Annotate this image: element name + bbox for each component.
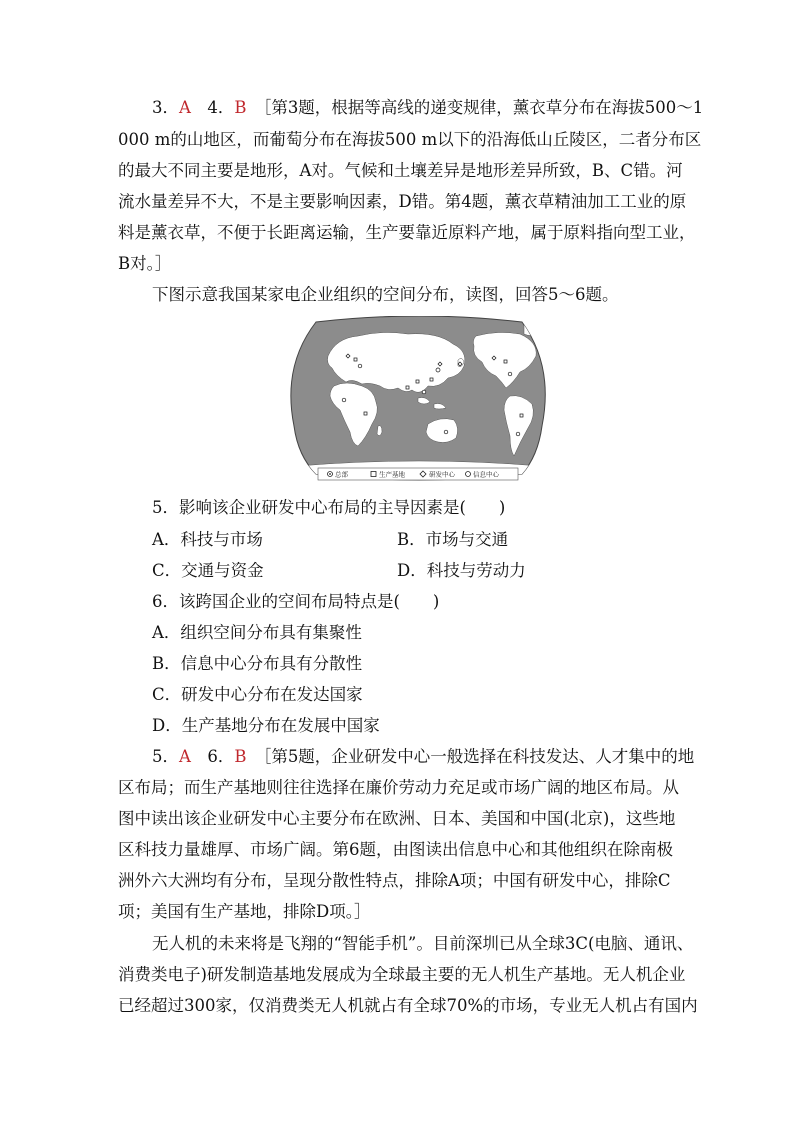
question-5-option-d: D．科技与劳动力 — [397, 561, 526, 580]
info-center-marker — [358, 364, 362, 368]
answer-number: 4． — [207, 98, 235, 117]
answer-number: 6． — [207, 747, 235, 766]
production-base-marker — [520, 414, 523, 417]
production-base-marker — [430, 378, 433, 381]
question-6-option-d: D．生产基地分布在发展中国家 — [152, 716, 380, 735]
answer-number: 5． — [152, 747, 179, 766]
info-center-marker — [508, 372, 512, 376]
info-center-legend-icon — [466, 472, 471, 477]
legend-label-production-base: 生产基地 — [379, 470, 405, 479]
world-map-figure — [288, 316, 550, 484]
question-5-stem: 5．影响该企业研发中心布局的主导因素是( ) — [152, 498, 506, 517]
answer-letter: B — [234, 98, 247, 117]
answer-3-4-line-6: B对。］ — [118, 254, 172, 273]
answer-3-4-line-2: 000 m的山地区，而葡萄分布在海拔500 m以下的沿海低山丘陵区，二者分布区 — [118, 130, 702, 149]
question-5-option-a: A．科技与市场 — [152, 530, 263, 549]
passage-line-3: 已经超过300家，仅消费类无人机就占有全球70%的市场，专业无人机占有国内 — [118, 996, 698, 1015]
explanation-text: ［第3题，根据等高线的递变规律，薰衣草分布在海拔500～1 — [263, 98, 704, 117]
explanation-text: ［第5题，企业研发中心一般选择在科技发达、人才集中的地 — [263, 747, 695, 766]
production-base-marker — [354, 358, 357, 361]
production-base-marker — [364, 412, 367, 415]
answer-letter: A — [179, 98, 191, 117]
production-base-marker — [406, 386, 409, 389]
info-center-marker — [422, 390, 426, 394]
answer-5-6-line-2: 区布局；而生产基地则往往选择在廉价劳动力充足或市场广阔的地区布局。从 — [118, 778, 679, 797]
answer-3-4-line-4: 流水量差异不大，不是主要影响因素，D错。第4题，薰衣草精油加工工业的原 — [118, 192, 687, 211]
question-6-option-c: C．研发中心分布在发达国家 — [152, 685, 363, 704]
production-base-marker — [504, 360, 507, 363]
answer-5-6-line-4: 区科技力量雄厚、市场广阔。第6题，由图读出信息中心和其他组织在除南极 — [118, 840, 673, 859]
passage-line-1: 无人机的未来将是飞翔的“智能手机”。目前深圳已从全球3C(电脑、通讯、 — [152, 934, 694, 953]
info-center-marker — [444, 430, 448, 434]
info-center-marker — [516, 432, 520, 436]
passage-line-2: 消费类电子)研发制造基地发展成为全球最主要的无人机生产基地。无人机企业 — [118, 965, 686, 984]
question-6-stem: 6．该跨国企业的空间布局特点是( ) — [152, 592, 440, 611]
answer-3-4-line-1 — [152, 98, 703, 118]
info-center-marker — [342, 398, 346, 402]
answer-3-4-line-5: 料是薰衣草，不便于长距离运输，生产要靠近原料产地，属于原料指向型工业， — [118, 223, 696, 242]
legend-label-headquarters: 总部 — [335, 470, 348, 479]
world-map — [288, 316, 550, 484]
answer-5-6-line-1 — [152, 747, 694, 767]
answer-5-6-line-6: 项；美国有生产基地，排除D项。］ — [118, 902, 371, 921]
production-base-marker — [416, 380, 419, 383]
question-5-option-b: B．市场与交通 — [397, 530, 509, 549]
answer-5-6-line-5: 洲外六大洲均有分布，呈现分散性特点，排除A项；中国有研发中心，排除C — [118, 871, 671, 890]
answer-3-4-line-3: 的最大不同主要是地形，A对。气候和土壤差异是地形差异所致，B、C错。河 — [118, 161, 683, 180]
question-6-option-a: A．组织空间分布具有集聚性 — [152, 623, 362, 642]
australia-landmass — [426, 419, 458, 443]
headquarters-marker — [436, 368, 440, 372]
question-6-option-b: B．信息中心分布具有分散性 — [152, 654, 363, 673]
question-5-option-c: C．交通与资金 — [152, 561, 264, 580]
answer-letter: B — [234, 747, 247, 766]
answer-letter: A — [179, 747, 191, 766]
question-intro: 下图示意我国某家电企业组织的空间分布，读图，回答5～6题。 — [152, 285, 619, 304]
legend-label-rnd-center: 研发中心 — [429, 470, 455, 479]
answer-number: 3． — [152, 98, 179, 117]
legend-label-info-center: 信息中心 — [473, 470, 499, 479]
answer-5-6-line-3: 图中读出该企业研发中心主要分布在欧洲、日本、美国和中国(北京)，这些地 — [118, 809, 676, 828]
